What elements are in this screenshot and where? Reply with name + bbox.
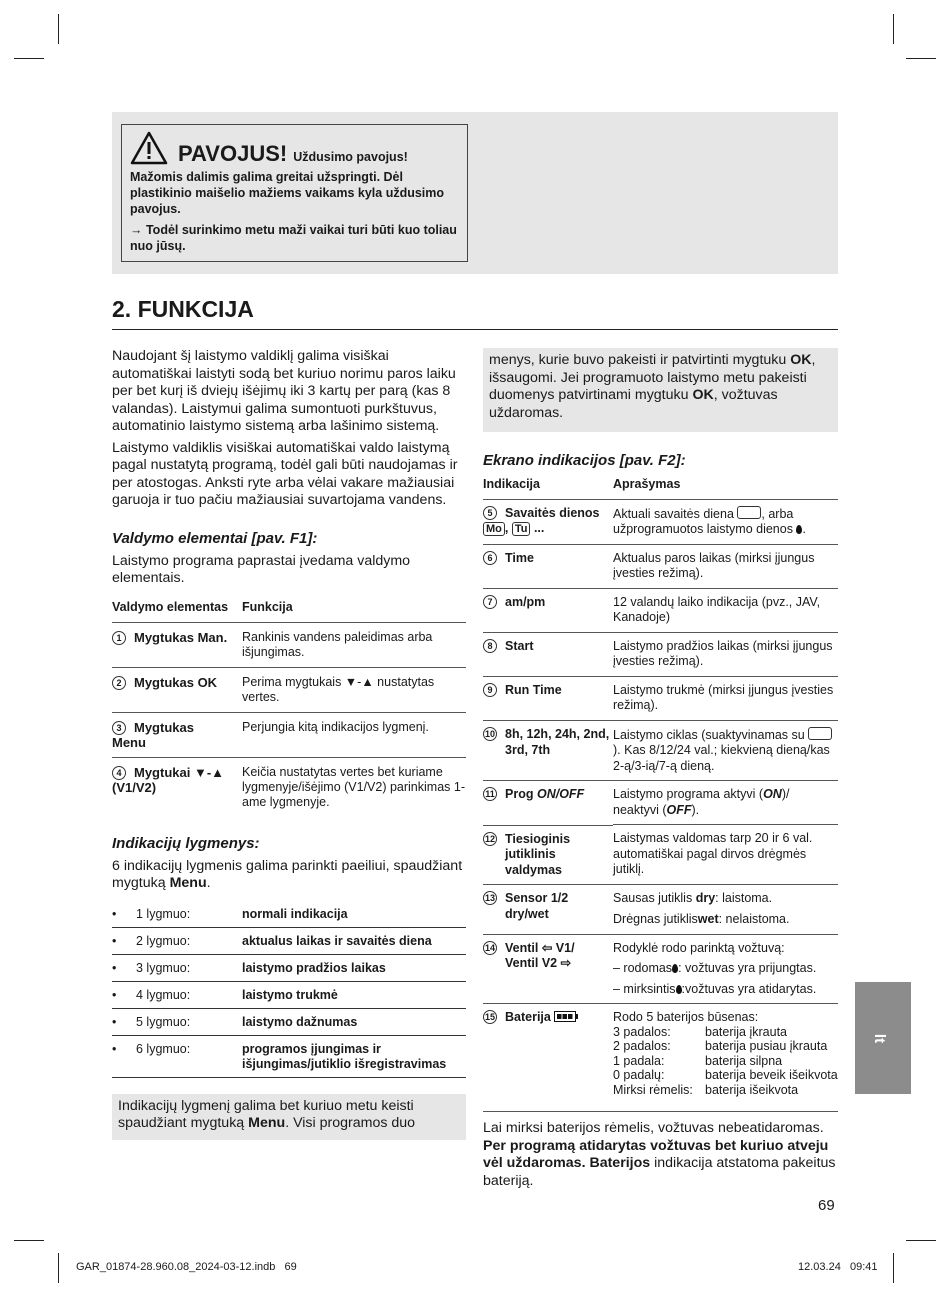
control-name: Mygtukas Menu — [112, 719, 194, 750]
table-row: 14 Ventil ⇦ V1/ Ventil V2 ⇨ Rodyklė rodo parinktą vožtuvą: – rodomas: vožtuvas yra prijungtas. – mirksintis:vožtuvas yra atidarytas. — [483, 934, 838, 1004]
controls-table — [112, 600, 466, 817]
number-badge: 1 — [112, 631, 126, 645]
right-column — [483, 348, 838, 1190]
water-drop-icon — [796, 525, 802, 534]
number-badge: 4 — [112, 766, 126, 780]
crop-mark — [58, 14, 59, 44]
control-desc: Keičia nustatytas vertes bet kuriame lygmenyje/išėjimo (V1/V2) parinkimas 1-ame lygmenyje. — [242, 757, 466, 817]
table-row: 13 Sensor 1/2 dry/wet Sausas jutiklis dry: laistoma. Drėgnas jutikliswet: nelaistoma. — [483, 884, 838, 934]
footer-file: GAR_01874-28.960.08_2024-03-12.indb 69 — [76, 1261, 297, 1273]
levels-table — [112, 901, 466, 1078]
section-title: 2. FUNKCIJA — [112, 296, 254, 322]
warning-box — [121, 124, 468, 262]
control-name: Mygtukai ▼-▲ (V1/V2) — [112, 764, 225, 795]
footer-date: 12.03.24 09:41 — [798, 1261, 878, 1273]
table-row: 10 8h, 12h, 24h, 2nd, 3rd, 7th Laistymo ciklas (suaktyvinamas su ). Kas 8/12/24 val.; kiekvieną dieną/kas 2-ą/3-ią/7-ą dieną. — [483, 720, 838, 781]
table-row: 9 Run Time Laistymo trukmė (mirksi įjungus įvesties režimą). — [483, 676, 838, 720]
warning-body: Mažomis dalimis galima greitai užspringti. Dėl plastikinio maišelio mažiems vaikams kyla uždusimo pavojus. — [130, 170, 445, 216]
warning-subtitle: Uždusimo pavojus! — [293, 150, 408, 164]
list-item: • 4 lygmuo: laistymo trukmė — [112, 981, 466, 1008]
continued-note: menys, kurie buvo pakeisti ir patvirtinti mygtuku OK, išsaugomi. Jei programuoto laistymo metu pakeisti duomenys patvirtinami mygtuku OK, vožtuvas uždaromas. — [483, 348, 838, 432]
crop-mark — [893, 1253, 894, 1283]
battery-icon — [554, 1011, 578, 1022]
display-table-header — [483, 477, 838, 499]
levels-note: Indikacijų lygmenį galima bet kuriuo metu keisti spaudžiant mygtuką Menu. Visi programos duo — [112, 1094, 466, 1140]
warning-action: → Todėl surinkimo metu maži vaikai turi būti kuo toliau nuo jūsų. — [130, 223, 457, 253]
table-row: 6 Time Aktualus paros laikas (mirksi įjungus įvesties režimą). — [483, 544, 838, 588]
display-col2-header: Aprašymas — [613, 477, 681, 491]
language-tab: lt — [855, 982, 911, 1094]
controls-heading: Valdymo elementai [pav. F1]: — [112, 529, 318, 547]
control-name: Mygtukas OK — [134, 674, 218, 690]
crop-mark — [906, 1240, 936, 1241]
table-row: 7 am/pm 12 valandų laiko indikacija (pvz., JAV, Kanadoje) — [483, 588, 838, 632]
crop-mark — [58, 1253, 59, 1283]
warning-title: PAVOJUS! — [178, 141, 288, 166]
list-item: • 1 lygmuo: normali indikacija — [112, 901, 466, 928]
table-row — [112, 667, 466, 712]
number-badge: 3 — [112, 721, 126, 735]
list-item: • 3 lygmuo: laistymo pradžios laikas — [112, 954, 466, 981]
controls-col2-header: Funkcija — [242, 599, 293, 614]
list-item: • 6 lygmuo: programos įjungimas ir išjungimas/jutiklio išregistravimas — [112, 1035, 466, 1077]
crop-mark — [14, 1240, 44, 1241]
closing-paragraph: Lai mirksi baterijos rėmelis, vožtuvas nebeatidaromas. Per programą atidarytas vožtuvas bet kuriuo atveju vėl uždaromas. Baterijos indikacija atstatoma pakeitus bateriją. — [483, 1111, 838, 1190]
display-table — [483, 477, 838, 1103]
number-badge: 2 — [112, 676, 126, 690]
intro-paragraph-2: Laistymo valdiklis visiškai automatiškai valdo laistymą pagal nustatytą programą, todėl gali būti naudojamas ir per atostogas. Anksti ryte arba vėlai vakare mažiausiai garuoja ir tuo pačiu mažiausiai suvartojama vandens. — [112, 439, 458, 508]
title-rule — [112, 329, 838, 330]
warning-triangle-icon — [130, 131, 168, 165]
list-item: • 2 lygmuo: aktualus laikas ir savaitės diena — [112, 927, 466, 954]
page-number: 69 — [818, 1197, 835, 1214]
table-row: 12 Tiesioginis jutiklinis valdymas Laistymas valdomas tarp 20 ir 6 val. automatiškai pagal dirvos drėgmės jutiklį. — [483, 825, 838, 885]
table-row: 5 Savaitės dienos Mo , Tu ... Aktuali savaitės diena , arba užprogramuotos laistymo dienos . — [483, 499, 838, 544]
crop-mark — [14, 58, 44, 59]
controls-table-header — [112, 600, 466, 623]
table-row: 15 Baterija Rodo 5 baterijos būsenas: 3 padalos: baterija įkrauta 2 padalos: baterija pusiau įkrauta 1 padala: baterija silpna 0 padalų: baterija beveik išeikvota Mirksi rėmelis: baterija išeikvota — [483, 1004, 838, 1104]
left-column — [112, 348, 466, 1140]
levels-intro: 6 indikacijų lygmenis galima parinkti paeiliui, spaudžiant mygtuką Menu. — [112, 857, 463, 891]
crop-mark — [893, 14, 894, 44]
table-row: 11 Prog ON/OFF Laistymo programa aktyvi (ON)/ neaktyvi (OFF). — [483, 781, 838, 825]
empty-box-icon — [737, 506, 761, 519]
controls-intro: Laistymo programa paprastai įvedama valdymo elementais. — [112, 552, 411, 586]
empty-box-icon — [808, 727, 832, 740]
control-name: Mygtukas Man. — [134, 629, 228, 645]
table-row — [112, 757, 466, 817]
control-desc: Perjungia kitą indikacijos lygmenį. — [242, 712, 466, 757]
control-desc: Rankinis vandens paleidimas arba išjungimas. — [242, 622, 466, 667]
display-heading: Ekrano indikacijos [pav. F2]: — [483, 452, 686, 469]
display-col1-header: Indikacija — [483, 477, 540, 491]
levels-heading: Indikacijų lygmenys: — [112, 834, 260, 852]
intro-paragraph-1: Naudojant šį laistymo valdiklį galima visiškai automatiškai laistyti sodą bet kuriuo norimu paros laiku per bet kurį iš dviejų išėjimų iki 3 kartų per parą (kas 8 valandas). Laistymui galima sumontuoti purkštuvus, automatinio laistymo sistemą arba lašinimo sistemą. — [112, 348, 456, 434]
controls-col1-header: Valdymo elementas — [112, 599, 229, 614]
table-row: 8 Start Laistymo pradžios laikas (mirksi įjungus įvesties režimą). — [483, 632, 838, 676]
crop-mark — [906, 58, 936, 59]
table-row — [112, 712, 466, 757]
list-item: • 5 lygmuo: laistymo dažnumas — [112, 1008, 466, 1035]
table-row — [112, 622, 466, 667]
control-desc: Perima mygtukais ▼-▲ nustatytas vertes. — [242, 667, 466, 712]
